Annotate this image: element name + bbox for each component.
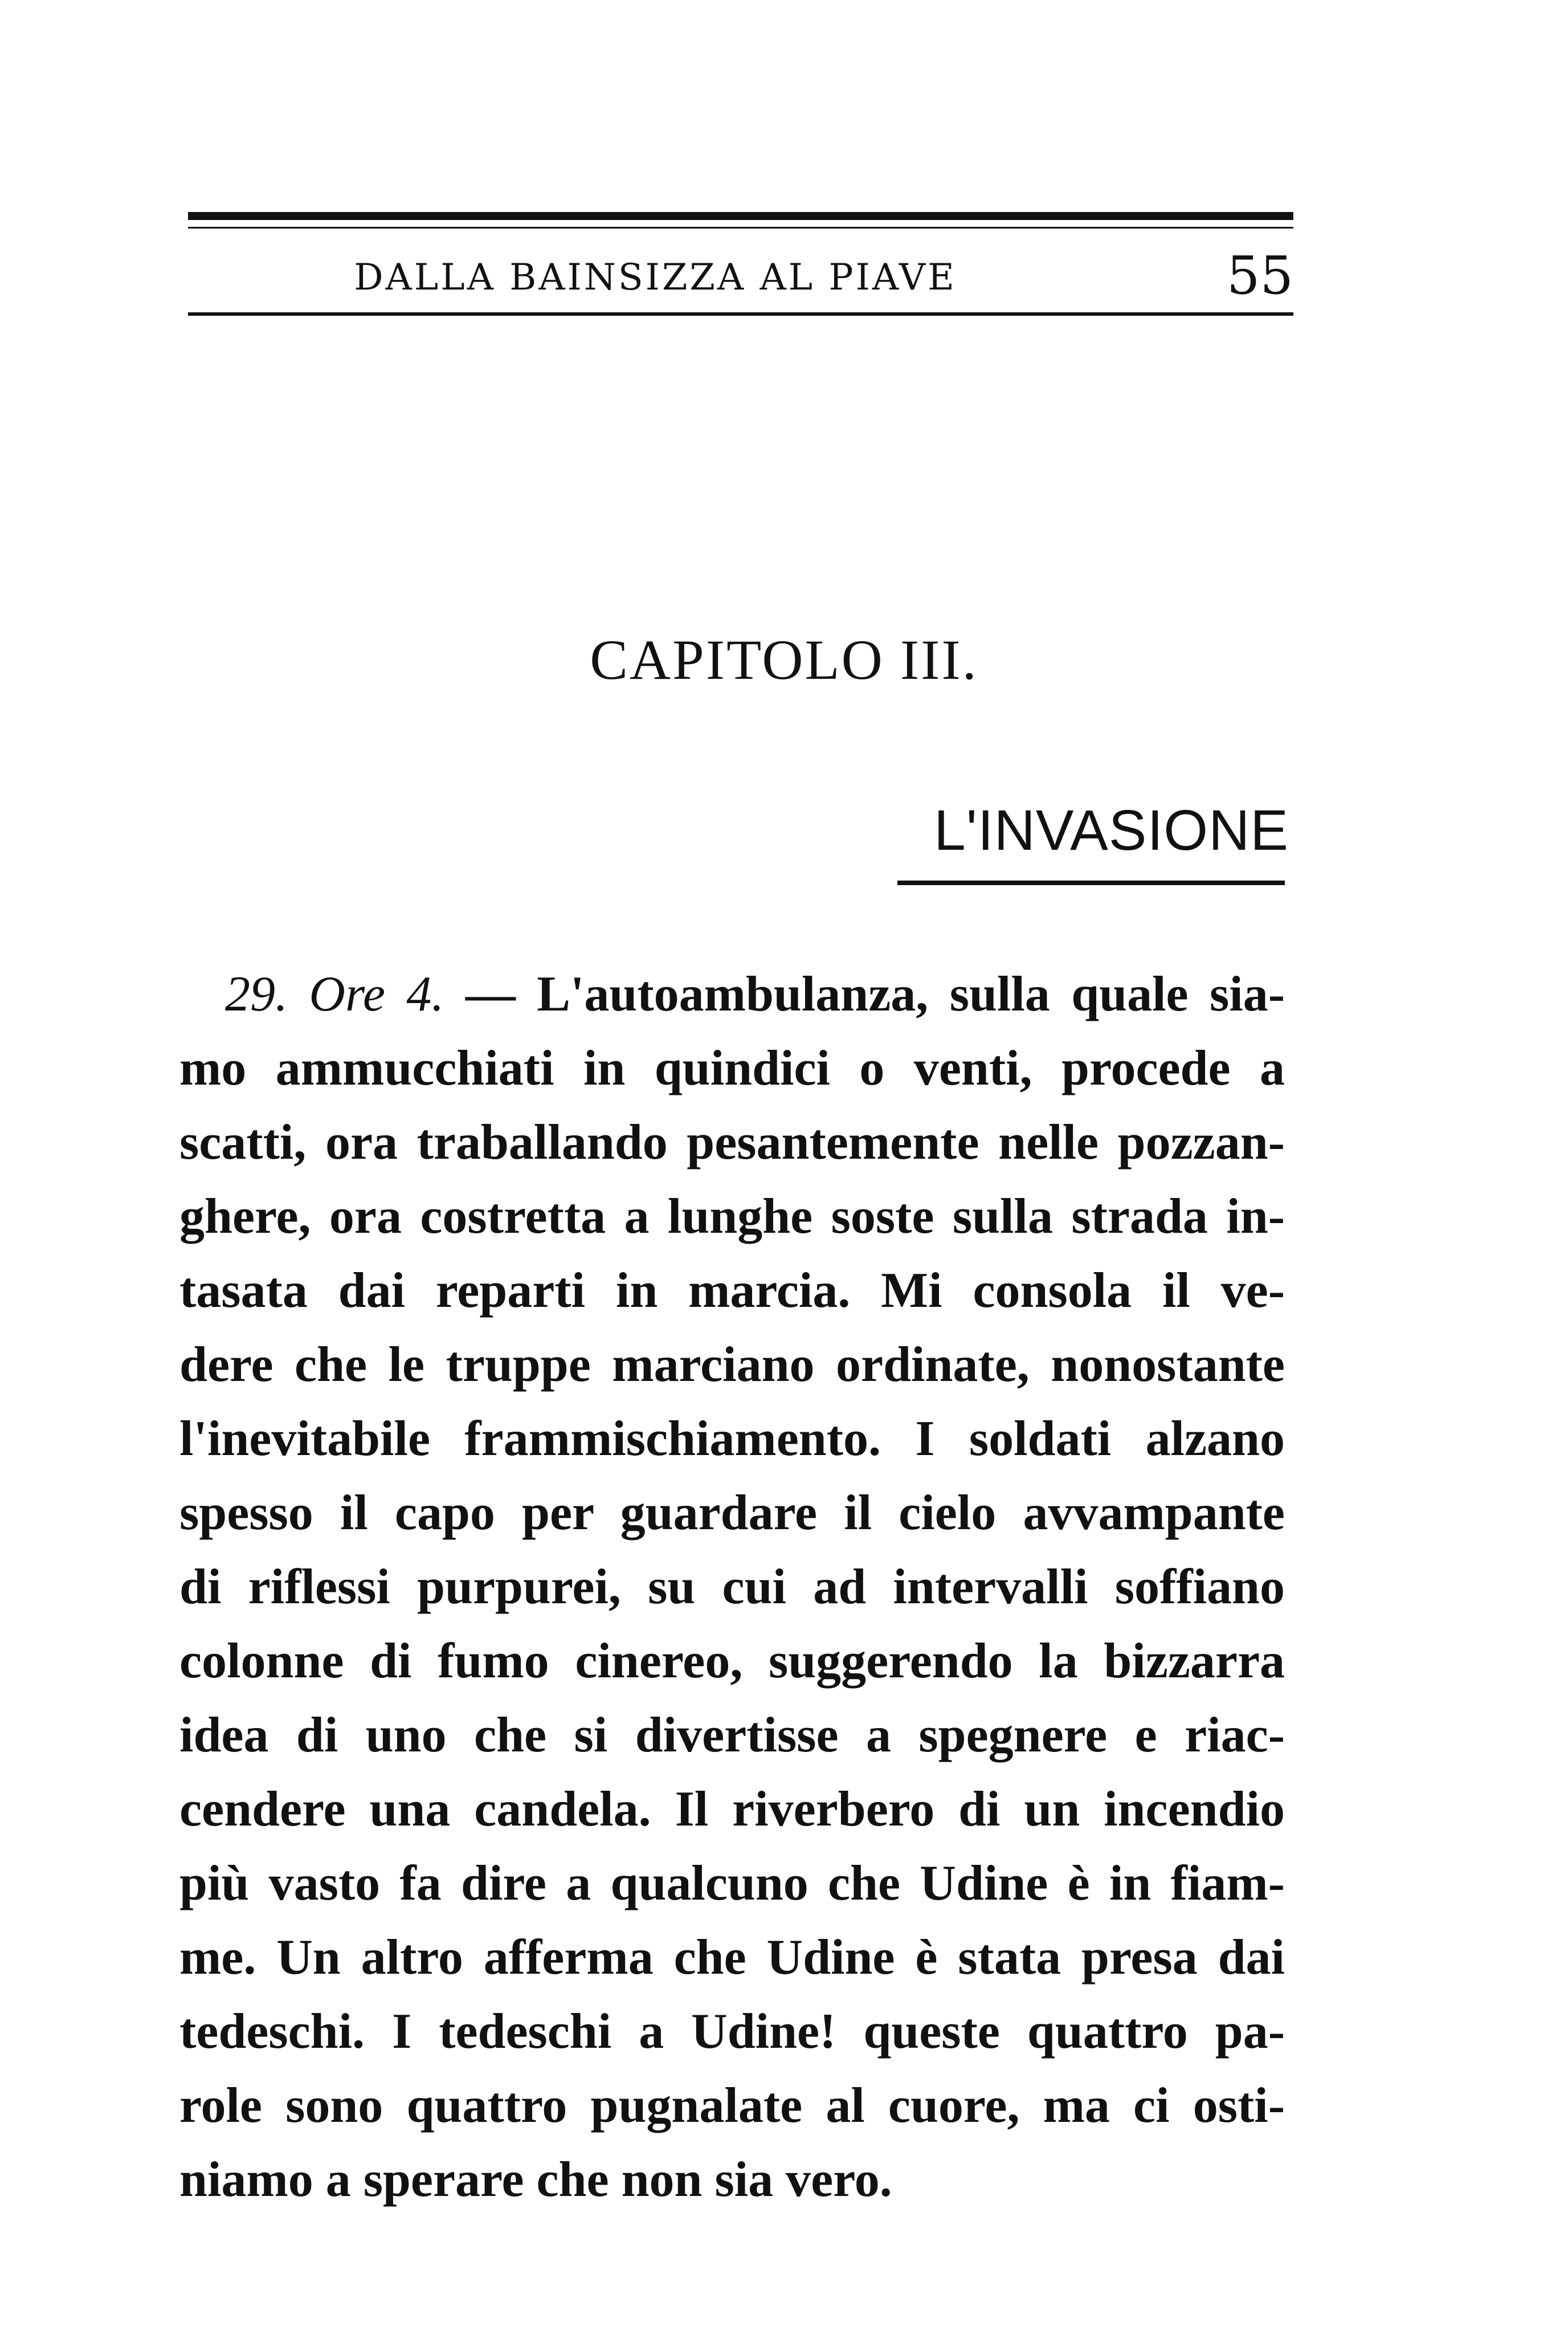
text-line: tedeschi. I tedeschi a Udine! queste quattro pa- <box>179 2004 1285 2059</box>
text-line: colonne di fumo cinereo, suggerendo la bizzarra <box>179 1633 1285 1689</box>
text-line: di riflessi purpurei, su cui ad intervalli soffiano <box>179 1559 1285 1615</box>
section-title-underline <box>897 881 1285 885</box>
header-bottom-rule <box>188 312 1293 316</box>
text-line: niamo a sperare che non sia vero. <box>179 2152 892 2207</box>
text-line: scatti, ora traballando pesantemente nelle pozzan- <box>179 1115 1285 1170</box>
page-number: 55 <box>1226 245 1293 306</box>
text-line: l'inevitabile frammischiamento. I soldati alzano <box>179 1411 1285 1466</box>
text-line: me. Un altro afferma che Udine è stata presa dai <box>179 1930 1285 1985</box>
text-line: spesso il capo per guardare il cielo avvampante <box>179 1485 1285 1541</box>
text-line: cendere una candela. Il riverbero di un incendio <box>179 1782 1285 1837</box>
entry-date: 29. Ore 4. <box>225 967 444 1022</box>
running-head <box>188 245 1293 308</box>
text-line: mo ammucchiati in quindici o venti, procede a <box>179 1041 1285 1096</box>
text-line-content: — L'autoambulanza, sulla quale sia- <box>465 967 1285 1022</box>
text-line: idea di uno che si divertisse a spegnere e riac- <box>179 1708 1285 1763</box>
text-line <box>179 957 1285 1032</box>
text-line: tasata dai reparti in marcia. Mi consola il ve- <box>179 1263 1285 1318</box>
chapter-label: CAPITOLO III. <box>590 628 978 691</box>
text-line: role sono quattro pugnalate al cuore, ma ci osti- <box>179 2078 1285 2133</box>
text-line: più vasto fa dire a qualcuno che Udine è in fiam- <box>179 1856 1285 1911</box>
header-rule-thin <box>188 227 1293 229</box>
body-text <box>179 957 1285 2217</box>
header-rule-thick <box>188 212 1293 220</box>
text-line: dere che le truppe marciano ordinate, nonostante <box>179 1337 1285 1392</box>
section-title: L'INVASIONE <box>934 798 1289 862</box>
running-title: DALLA BAINSIZZA AL PIAVE <box>354 256 957 299</box>
text-line: ghere, ora costretta a lunghe soste sulla strada in- <box>179 1189 1285 1244</box>
